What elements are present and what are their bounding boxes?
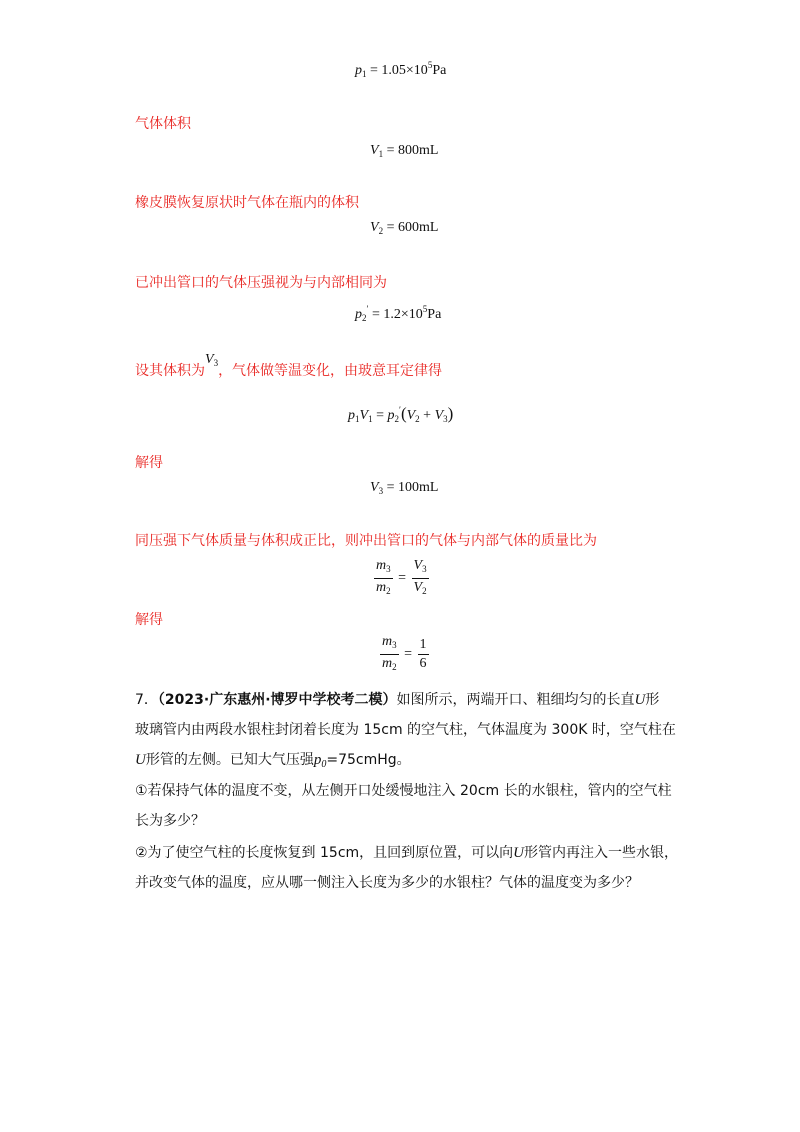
label-solve-1: 解得 [135, 455, 163, 471]
label-gas-volume: 气体体积 [135, 116, 191, 132]
question-part-2-line-2: 并改变气体的温度，应从哪一侧注入长度为多少的水银柱？气体的温度变为多少？ [135, 875, 639, 891]
equation-v3: $V_3 = 100mL$ [370, 480, 439, 496]
question-part-1-line-1: ①若保持气体的温度不变，从左侧开口处缓慢地注入 20cm 长的水银柱，管内的空气柱 [135, 783, 672, 799]
label-same-pressure: 同压强下气体质量与体积成正比，则冲出管口的气体与内部气体的质量比为 [135, 533, 597, 549]
question-part-2-line-1: ②为了使空气柱的长度恢复到 15cm，且回到原位置，可以向U形管内再注入一些水银， [135, 845, 678, 861]
equation-v1: $V_1 = 800mL$ [370, 143, 439, 159]
label-let-volume: 设其体积为$V_3$，气体做等温变化，由玻意耳定律得 [135, 352, 443, 379]
label-membrane-restored: 橡皮膜恢复原状时气体在瓶内的体积 [135, 195, 359, 211]
label-escaped-pressure: 已冲出管口的气体压强视为与内部相同为 [135, 275, 387, 291]
question-line-2: 玻璃管内由两段水银柱封闭着长度为 15cm 的空气柱，气体温度为 300K 时，空气柱在 [135, 722, 676, 738]
equation-mass-result: $\frac{m_3}{m_2}$ = $\frac{1}{6}$ [382, 634, 427, 672]
label-solve-2: 解得 [135, 612, 163, 628]
question-line-3: U形管的左侧。已知大气压强$p_0=75cmHg$。 [135, 752, 411, 770]
equation-p2-prime: $p_2' = 1.2\times 10^5Pa$ [355, 304, 442, 323]
question-part-1-line-2: 长为多少？ [135, 813, 205, 829]
equation-boyle: $p_1V_1 = p_2'(V_2 + V_3)$ [348, 404, 454, 424]
equation-p1: $p_1 = 1.05\times 10^5Pa$ [355, 60, 447, 79]
question-line-1: 7．（2023·广东惠州·博罗中学校考二模）如图所示，两端开口、粗细均匀的长直U形 [135, 692, 660, 708]
equation-v2: $V_2 = 600mL$ [370, 220, 439, 236]
equation-mass-ratio: $\frac{m_3}{m_2}$ = $\frac{V_3}{V_2}$ [376, 558, 427, 596]
